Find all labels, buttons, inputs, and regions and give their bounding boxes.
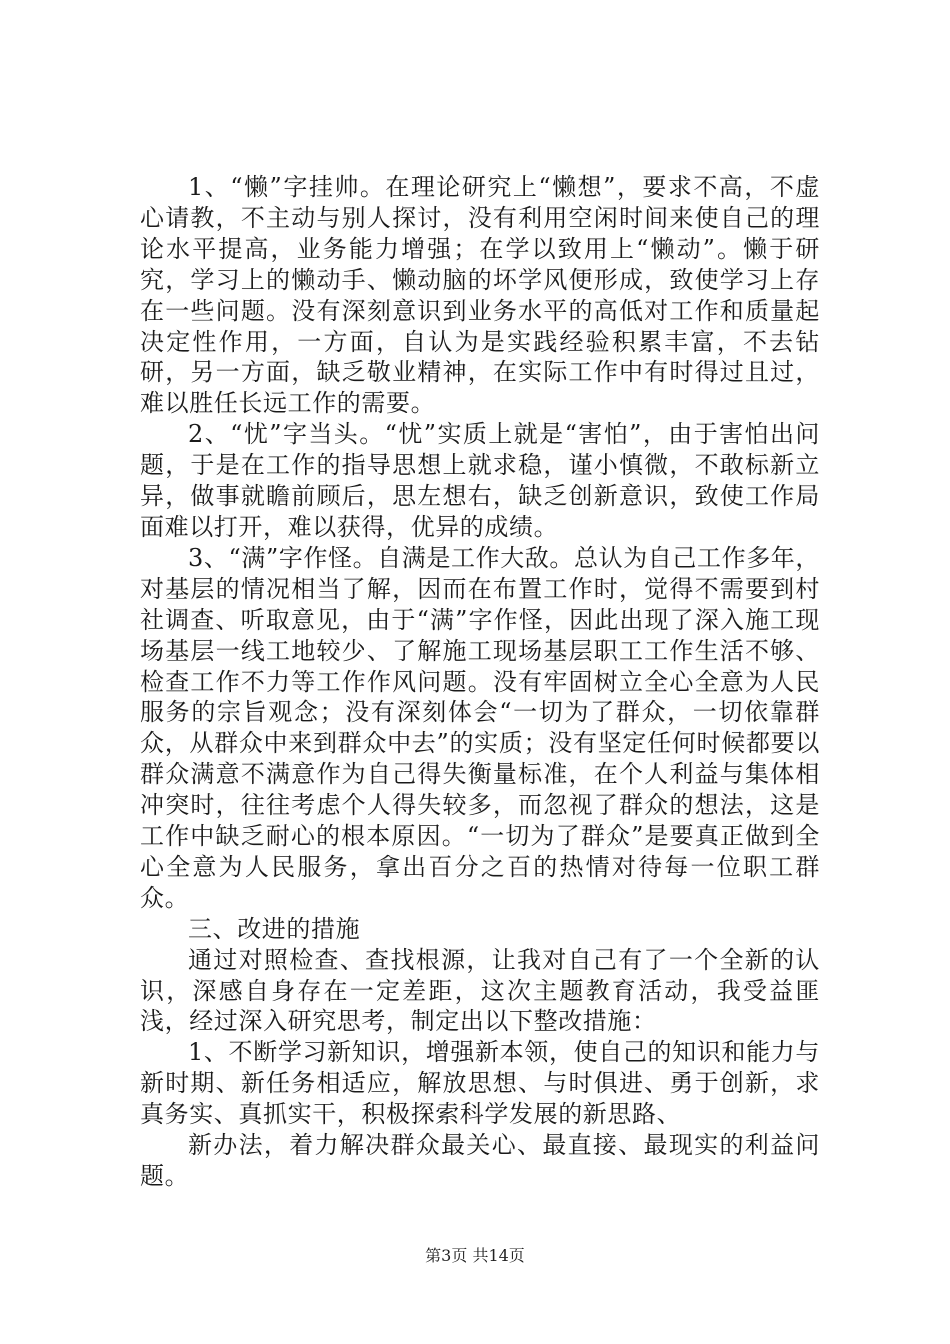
- paragraph-lazy: 1、“懒”字挂帅。在理论研究上“懒想”，要求不高，不虚心请教，不主动与别人探讨，没有利用空闲时间来使自己的理论水平提高，业务能力增强；在学以致用上“懒动”。懒于研究，学习上的懒动手、懒动脑的坏学风便形成，致使学习上存在一些问题。没有深刻意识到业务水平的高低对工作和质量起决定性作用，一方面，自认为是实践经验积累丰富，不去钻研，另一方面，缺乏敬业精神，在实际工作中有时得过且过，难以胜任长远工作的需要。: [140, 173, 820, 418]
- paragraph-worry: 2、“忧”字当头。“忧”实质上就是“害怕”，由于害怕出问题，于是在工作的指导思想上就求稳，谨小慎微，不敢标新立异，做事就瞻前顾后，思左想右，缺乏创新意识，致使工作局面难以打开，难以获得，优异的成绩。: [140, 420, 820, 541]
- section-heading-improvements: 三、改进的措施: [188, 914, 361, 943]
- paragraph-complacency: 3、“满”字作怪。自满是工作大敌。总认为自己工作多年，对基层的情况相当了解，因而在布置工作时，觉得不需要到村社调查、听取意见，由于“满”字作怪，因此出现了深入施工现场基层一线工地较少、了解施工现场基层职工工作生活不够、检查工作不力等工作作风问题。没有牢固树立全心全意为人民服务的宗旨观念；没有深刻体会“一切为了群众，一切依靠群众，从群众中来到群众中去”的实质；没有坚定任何时候都要以群众满意不满意作为自己得失衡量标准，在个人利益与集体相冲突时，往往考虑个人得失较多，而忽视了群众的想法，这是工作中缺乏耐心的根本原因。“一切为了群众”是要真正做到全心全意为人民服务，拿出百分之百的热情对待每一位职工群众。: [140, 543, 821, 912]
- paragraph-intro-measures: 通过对照检查、查找根源，让我对自己有了一个全新的认识，深感自身存在一定差距，这次主题教育活动，我受益匪浅，经过深入研究思考，制定出以下整改措施：: [140, 945, 820, 1036]
- document-body: [140, 172, 820, 1192]
- paragraph-measure-1: 1、不断学习新知识，增强新本领，使自己的知识和能力与新时期、新任务相适应，解放思想、与时俱进、勇于创新，求真务实、真抓实干，积极探索科学发展的新思路、: [140, 1038, 820, 1129]
- page-number-footer: 第3页 共14页: [425, 1246, 525, 1265]
- paragraph-measure-1-continued: 新办法，着力解决群众最关心、最直接、最现实的利益问题。: [140, 1131, 820, 1190]
